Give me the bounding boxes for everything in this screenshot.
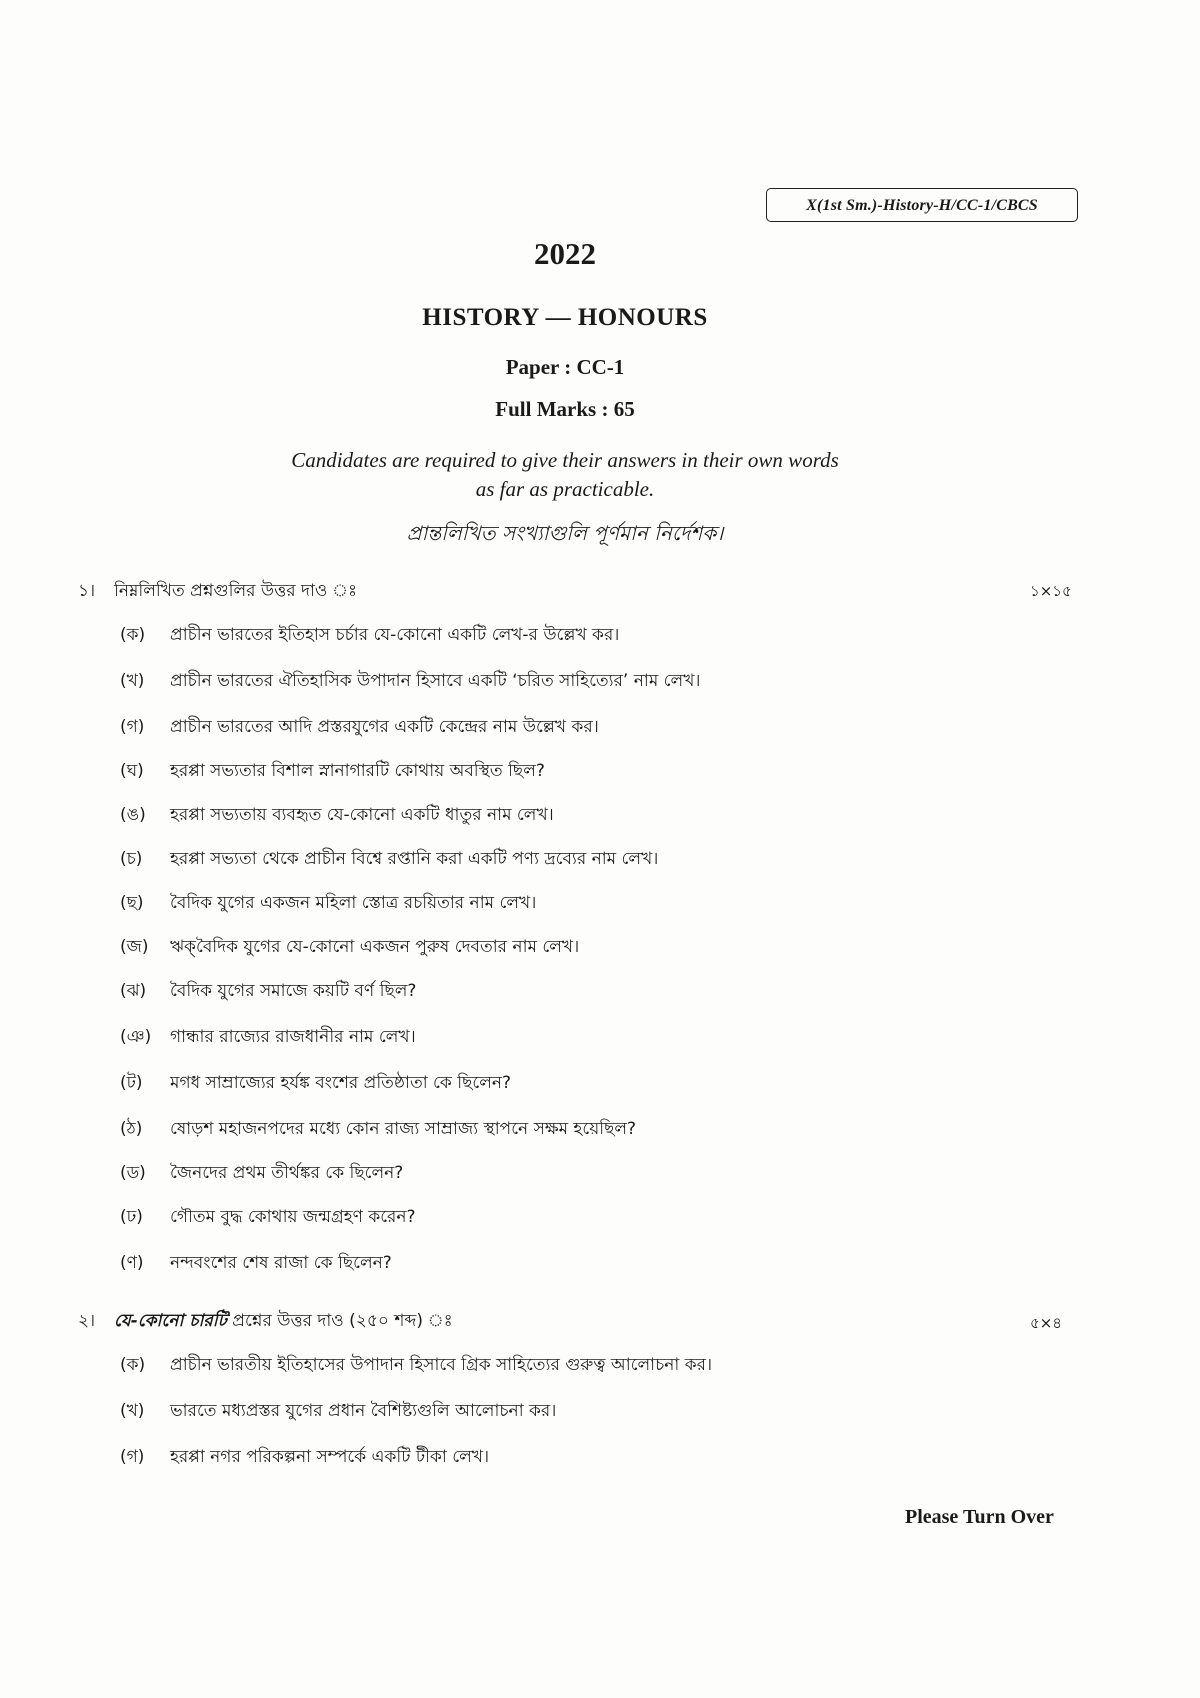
item-text: হরপ্পা সভ্যতা থেকে প্রাচীন বিশ্বে রপ্তানি করা একটি পণ্য দ্রব্যের নাম লেখ। — [170, 849, 659, 869]
exam-year: 2022 — [534, 236, 596, 271]
list-item — [120, 1070, 511, 1098]
item-label: (ট) — [120, 1073, 143, 1093]
item-label: (ঙ) — [120, 805, 146, 825]
item-label: (ছ) — [120, 893, 144, 913]
list-item — [120, 1398, 556, 1426]
question-emphasis: যে-কোনো চারটি — [114, 1311, 227, 1331]
instruction-line-2: as far as practicable. — [475, 477, 655, 501]
item-text: হরপ্পা সভ্যতায় ব্যবহৃত যে-কোনো একটি ধাতুর নাম লেখ। — [170, 805, 554, 825]
list-item — [120, 978, 416, 1006]
item-text: ভারতে মধ্যপ্রস্তর যুগের প্রধান বৈশিষ্ট্যগুলি আলোচনা কর। — [170, 1401, 557, 1421]
item-label: (গ) — [120, 717, 145, 737]
item-label: (ড) — [120, 1163, 146, 1183]
list-item — [120, 934, 579, 962]
paper-code-box: X(1st Sm.)-History-H/CC-1/CBCS — [766, 188, 1078, 222]
item-label: (খ) — [120, 1401, 145, 1421]
item-text: নন্দবংশের শেষ রাজা কে ছিলেন? — [170, 1253, 392, 1273]
item-label: (চ) — [120, 849, 143, 869]
item-text: জৈনদের প্রথম তীর্থঙ্কর কে ছিলেন? — [170, 1163, 404, 1183]
item-label: (গ) — [120, 1447, 145, 1467]
item-label: (ঞ) — [120, 1027, 152, 1047]
item-text: ঋক্‌বৈদিক যুগের যে-কোনো একজন পুরুষ দেবতার নাম লেখ। — [170, 937, 580, 957]
question-2-marks: ৫×৪ — [1030, 1314, 1063, 1332]
list-item — [120, 1250, 392, 1278]
item-text: গান্ধার রাজ্যের রাজধানীর নাম লেখ। — [170, 1027, 416, 1047]
item-label: (জ) — [120, 937, 149, 957]
list-item — [120, 668, 700, 696]
question-text: নিম্নলিখিত প্রশ্নগুলির উত্তর দাও ঃ — [114, 581, 358, 601]
please-turn-over: Please Turn Over — [905, 1506, 1054, 1528]
item-label: (খ) — [120, 671, 145, 691]
item-text: প্রাচীন ভারতের ইতিহাস চর্চার যে-কোনো একটি লেখ-র উল্লেখ কর। — [170, 625, 620, 645]
item-text: বৈদিক যুগের একজন মহিলা স্তোত্র রচয়িতার নাম লেখ। — [170, 893, 537, 913]
item-text: প্রাচীন ভারতীয় ইতিহাসের উপাদান হিসাবে গ্রিক সাহিত্যের গুরুত্ব আলোচনা কর। — [170, 1355, 713, 1375]
paper-name: Paper : CC-1 — [505, 355, 625, 379]
list-item — [120, 846, 658, 874]
item-text: হরপ্পা সভ্যতার বিশাল স্নানাগারটি কোথায় অবস্থিত ছিল? — [170, 761, 545, 781]
item-text: বৈদিক যুগের সমাজে কয়টি বর্ণ ছিল? — [170, 981, 417, 1001]
list-item — [120, 622, 619, 650]
list-item — [120, 714, 599, 742]
list-item — [120, 1444, 489, 1472]
instruction-bengali: প্রান্তলিখিত সংখ্যাগুলি পূর্ণমান নির্দেশক। — [406, 521, 724, 545]
item-text: ষোড়শ মহাজনপদের মধ্যে কোন রাজ্য সাম্রাজ্য স্থাপনে সক্ষম হয়েছিল? — [170, 1119, 637, 1139]
item-label: (ঠ) — [120, 1119, 143, 1139]
item-text: প্রাচীন ভারতের ঐতিহাসিক উপাদান হিসাবে একটি ‘চরিত সাহিত্যের’ নাম লেখ। — [170, 671, 701, 691]
item-label: (ঢ) — [120, 1207, 143, 1227]
list-item — [120, 758, 545, 786]
instructions — [0, 446, 1130, 504]
question-1-marks: ১×১৫ — [1030, 582, 1072, 600]
item-label: (ক) — [120, 1355, 146, 1375]
list-item — [120, 890, 536, 918]
item-text: হরপ্পা নগর পরিকল্পনা সম্পর্কে একটি টীকা লেখ। — [170, 1447, 490, 1467]
list-item — [120, 1024, 416, 1052]
item-label: (ঘ) — [120, 761, 144, 781]
question-1-heading — [78, 578, 357, 606]
list-item — [120, 1352, 712, 1380]
list-item — [120, 1160, 403, 1188]
list-item — [120, 802, 554, 830]
question-number: ১। — [78, 581, 96, 601]
item-text: মগধ সাম্রাজ্যের হর্যঙ্ক বংশের প্রতিষ্ঠাতা কে ছিলেন? — [170, 1073, 512, 1093]
question-text: প্রশ্নের উত্তর দাও (২৫০ শব্দ) ঃ — [226, 1311, 453, 1331]
item-label: (ঝ) — [120, 981, 147, 1001]
item-label: (ণ) — [120, 1253, 144, 1273]
list-item — [120, 1204, 416, 1232]
exam-subject: HISTORY — HONOURS — [422, 304, 708, 331]
item-label: (ক) — [120, 625, 146, 645]
full-marks: Full Marks : 65 — [495, 397, 635, 421]
question-number: ২। — [78, 1311, 96, 1331]
question-2-heading — [78, 1308, 453, 1336]
item-text: প্রাচীন ভারতের আদি প্রস্তরযুগের একটি কেন্দ্রের নাম উল্লেখ কর। — [170, 717, 599, 737]
instruction-line-1: Candidates are required to give their answers in their own words — [291, 448, 839, 472]
item-text: গৌতম বুদ্ধ কোথায় জন্মগ্রহণ করেন? — [170, 1207, 416, 1227]
list-item — [120, 1116, 636, 1144]
